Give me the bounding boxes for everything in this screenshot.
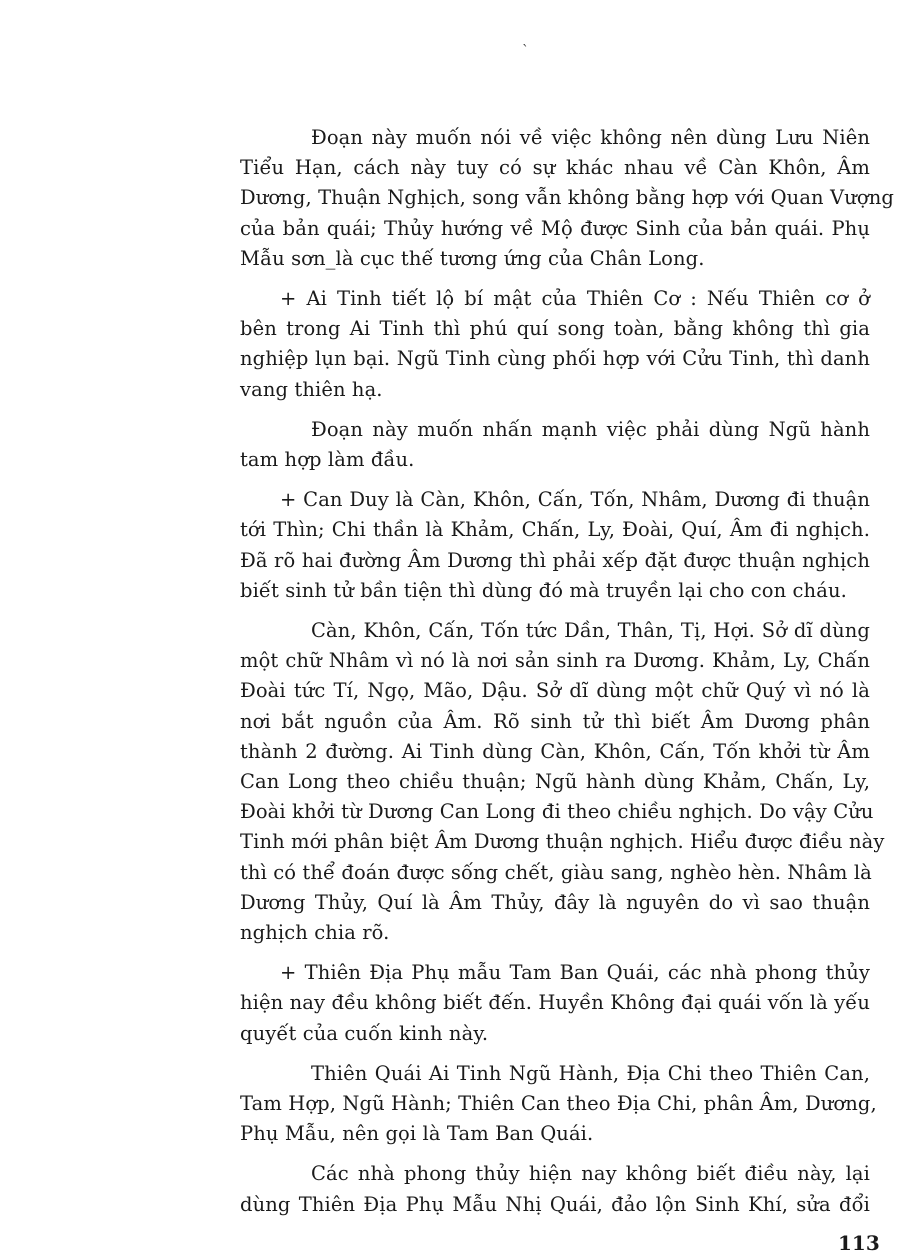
text-line: Tiểu Hạn, cách này tuy có sự khác nhau về Càn Khôn, Âm bbox=[240, 156, 870, 180]
text-line: + Can Duy là Càn, Khôn, Cấn, Tốn, Nhâm, Dương đi thuận bbox=[280, 488, 870, 512]
text-line: hiện nay đều không biết đến. Huyền Không đại quái vốn là yếu bbox=[240, 991, 870, 1015]
text-line: nơi bắt nguồn của Âm. Rõ sinh tử thì biết Âm Dương phân bbox=[240, 709, 870, 733]
text-line: nghiệp lụn bại. Ngũ Tinh cùng phối hợp với Cửu Tinh, thì danh bbox=[240, 347, 870, 371]
text-line: Đoài khởi từ Dương Can Long đi theo chiều nghịch. Do vậy Cửu bbox=[240, 800, 874, 824]
top-mark: ` bbox=[522, 43, 529, 59]
text-line: bên trong Ai Tinh thì phú quí song toàn, bằng không thì gia bbox=[240, 317, 870, 341]
text-line: thì có thể đoán được sống chết, giàu sang, nghèo hèn. Nhâm là bbox=[240, 860, 872, 884]
text-line: Tinh mới phân biệt Âm Dương thuận nghịch. Hiểu được điều này bbox=[240, 830, 885, 854]
text-line: Tam Hợp, Ngũ Hành; Thiên Can theo Địa Chi, phân Âm, Dương, bbox=[240, 1092, 877, 1115]
text-line: một chữ Nhâm vì nó là nơi sản sinh ra Dương. Khảm, Ly, Chấn bbox=[240, 649, 870, 673]
text-line: Thiên Quái Ai Tinh Ngũ Hành, Địa Chi theo Thiên Can, bbox=[311, 1061, 870, 1085]
text-line: Đoài tức Tí, Ngọ, Mão, Dậu. Sở dĩ dùng một chữ Quý vì nó là bbox=[240, 679, 870, 703]
text-line: Mẫu sơn_là cục thế tương ứng của Chân Long. bbox=[240, 246, 705, 270]
text-line: tam hợp làm đầu. bbox=[240, 448, 415, 471]
text-line: vang thiên hạ. bbox=[240, 377, 383, 401]
text-line: Phụ Mẫu, nên gọi là Tam Ban Quái. bbox=[240, 1122, 594, 1146]
text-line: nghịch chia rõ. bbox=[240, 921, 390, 944]
text-line: + Thiên Địa Phụ mẫu Tam Ban Quái, các nhà phong thủy bbox=[280, 961, 870, 985]
text-line: biết sinh tử bần tiện thì dùng đó mà truyền lại cho con cháu. bbox=[240, 578, 847, 602]
text-line: + Ai Tinh tiết lộ bí mật của Thiên Cơ : Nếu Thiên cơ ở bbox=[280, 287, 870, 310]
text-line: Dương Thủy, Quí là Âm Thủy, đây là nguyên do vì sao thuận bbox=[240, 890, 870, 914]
text-line: quyết của cuốn kinh này. bbox=[240, 1021, 489, 1045]
text-line: dùng Thiên Địa Phụ Mẫu Nhị Quái, đảo lộn Sinh Khí, sửa đổi bbox=[240, 1192, 870, 1216]
text-line: Càn, Khôn, Cấn, Tốn tức Dần, Thân, Tị, Hợi. Sở dĩ dùng bbox=[311, 619, 870, 642]
text-line: Đã rõ hai đường Âm Dương thì phải xếp đặt được thuận nghịch bbox=[240, 548, 870, 572]
text-line: Đoạn này muốn nói về việc không nên dùng Lưu Niên bbox=[311, 126, 870, 149]
text-line: của bản quái; Thủy hướng về Mộ được Sinh của bản quái. Phụ bbox=[240, 216, 870, 240]
text-line: Đoạn này muốn nhấn mạnh việc phải dùng Ngũ hành bbox=[311, 417, 870, 441]
text-line: Dương, Thuận Nghịch, song vẫn không bằng hợp với Quan Vượng bbox=[240, 186, 894, 210]
text-line: Các nhà phong thủy hiện nay không biết điều này, lại bbox=[311, 1162, 870, 1186]
text-line: tới Thìn; Chi thần là Khảm, Chấn, Ly, Đoài, Quí, Âm đi nghịch. bbox=[240, 518, 870, 542]
page-number: 113 bbox=[838, 1230, 880, 1255]
text-line: Can Long theo chiều thuận; Ngũ hành dùng Khảm, Chấn, Ly, bbox=[240, 770, 870, 793]
text-line: thành 2 đường. Ai Tinh dùng Càn, Khôn, Cấn, Tốn khởi từ Âm bbox=[240, 739, 870, 763]
